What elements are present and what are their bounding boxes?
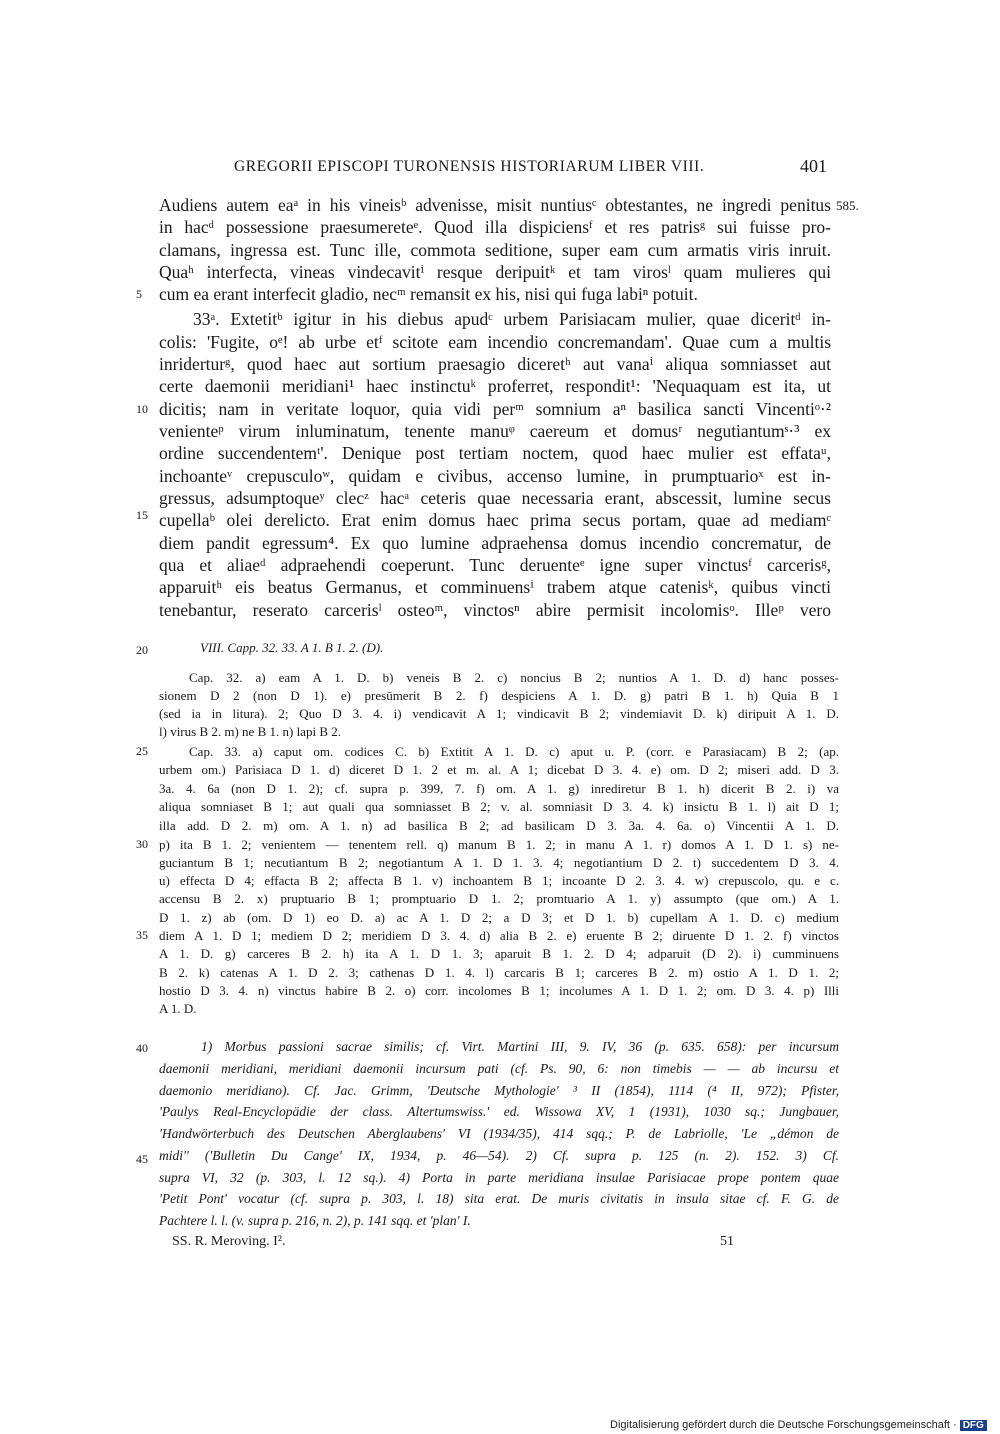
dfg-logo: DFG (960, 1420, 987, 1431)
sheet-number: 51 (720, 1234, 734, 1249)
body-line: colis: 'Fugite, oᵉ! ab urbe etᶠ scitote eam incendio concremandam'. Quae cum a multis (159, 332, 831, 352)
apparatus-line: u) effecta D 4; effacta B 2; affecta B 1. v) inchoantem B 1; incoante D 2. 3. 4. w) crepuscolo, qu. e c. (159, 873, 839, 888)
body-line: cupellaᵇ olei derelicto. Erat enim domus haec prima secus portam, quae ad mediamᶜ (159, 510, 831, 530)
body-line: in hacᵈ possessione praesumereteᵉ. Quod illa dispiciensᶠ et res patrisᵍ sui fuisse pro- (159, 217, 831, 237)
body-line: qua et aliaeᵈ adpraehendi coeperunt. Tunc deruenteᵉ igne super vinctusᶠ carcerisᵍ, (159, 555, 831, 575)
apparatus-line: D 1. z) ab (om. D 1) eo D. a) ac A 1. D 2; a D 3; et D 1. b) cupellam A 1. D. c) medium (159, 910, 839, 925)
body-line: cum ea erant interfecit gladio, necᵐ remansit ex his, nisi qui fuga labiⁿ potuit. (159, 284, 698, 304)
note-line: Pachtere l. l. (v. supra p. 216, n. 2), p. 141 sqq. et 'plan' I. (159, 1213, 471, 1228)
body-line: gressus, adsumptoqueʸ clecᶻ hacᵃ ceteris quae necessaria erant, abscessit, lumine secus (159, 488, 831, 508)
body-line: inriderturᵍ, quod haec aut sortium praesagio diceretʰ aut vanaⁱ aliqua somniasset aut (159, 354, 831, 374)
body-line: inchoanteᵛ crepusculoʷ, quidam e civibus, accenso lumine, in prumptuarioˣ est in- (159, 466, 831, 486)
body-line: Quaʰ interfecta, vineas vindecavitⁱ resque deripuitᵏ et tam virosˡ quam mulieres qui (159, 262, 831, 282)
body-line: apparuitʰ eis beatus Germanus, et comminuensⁱ trabem atque catenisᵏ, quibus vincti (159, 577, 831, 597)
note-line: 'Handwörterbuch des Deutschen Aberglaubens' VI (1934/35), 414 sqq.; P. de Labriolle, 'Le „démon de (159, 1126, 839, 1141)
note-line: supra VI, 32 (p. 303, l. 12 sq.). 4) Porta in parte meridiana insulae Parisiacae prope pontem quae (159, 1170, 839, 1185)
apparatus-line: urbem om.) Parisiaca D 1. d) diceret D 1. 2 et m. al. A 1; dicebat D 3. 4. e) om. D 2; miseri add. D 3. (159, 762, 839, 777)
page-number: 401 (800, 156, 827, 176)
line-number: 10 (136, 402, 148, 416)
note-line: 'Petit Pont' vocatur (cf. supra p. 303, l. 18) sita erat. De muris civitatis in insula sitae cf. F. G. de (159, 1191, 839, 1206)
body-line: diem pandit egressum⁴. Ex quo lumine adpraehensa domus incendio concrematur, de (159, 533, 831, 553)
apparatus-line: Cap. 33. a) caput om. codices C. b) Extitit A 1. D. c) aput u. P. (corr. e Parasiacam) B 2; (ap. (189, 744, 839, 759)
margin-year: 585. (836, 198, 859, 213)
note-line: 1) Morbus passioni sacrae similis; cf. Virt. Martini III, 9. IV, 36 (p. 635. 658): per incursum (201, 1039, 839, 1054)
body-line: Audiens autem eaᵃ in his vineisᵇ advenisse, misit nuntiusᶜ obtestantes, ne ingredi penitus (159, 195, 831, 215)
apparatus-line: illa add. D 2. m) om. A 1. n) ad basilica B 2; ad basilicam D 3. 3a. 4. 6a. o) Vincentii A 1. D. (159, 818, 839, 833)
apparatus-line: A 1. D. (159, 1001, 197, 1016)
line-number: 35 (136, 928, 148, 942)
body-line: ordine succendentemᵗ'. Denique post tertiam noctem, quod haec mulier est effataᵘ, (159, 443, 831, 463)
apparatus-line: guciantum B 1; necutiantum B 2; negotiantum A 1. D 1. 3. 4; negotiantium D 2. t) succedentem D 3. 4. (159, 855, 839, 870)
apparatus-line: accensu B 2. x) pruptuario B 1; promptuario D 1. 2; promtuario A 1. y) assumpto (que om.) A 1. (159, 891, 839, 906)
running-title: GREGORII EPISCOPI TURONENSIS HISTORIARUM LIBER VIII. (234, 158, 705, 175)
apparatus-line: Cap. 32. a) eam A 1. D. b) veneis B 2. c) noncius B 2; nuntios A 1. D. d) hanc posses- (189, 670, 839, 685)
body-line: venienteᵖ virum inluminatum, tenente manuᵠ caereum et domusʳ negutiantumˢ·³ ex (159, 421, 831, 441)
line-number: 5 (136, 287, 142, 301)
line-number: 20 (136, 643, 148, 657)
apparatus-line: diem A 1. D 1; mediem D 2; meridiem D 3. 4. d) alia B 2. e) eruente B 2; diruente D 1. 2. f) vinctos (159, 928, 839, 943)
body-line: clamans, ingressa est. Tunc ille, commota seditione, super eam cum armatis viris inruit. (159, 240, 831, 260)
note-line: 'Paulys Real-Encyclopädie der class. Altertumswiss.' ed. Wissowa XV, 1 (1931), 1030 sq.; Jungbauer, (159, 1104, 839, 1119)
note-line: daemonio meridiano). Cf. Jac. Grimm, 'Deutsche Mythologie' ³ II (1854), 1114 (⁴ II, 972); Pfister, (159, 1083, 839, 1098)
body-line: dicitis; nam in veritate loquor, quia vidi perᵐ somnium aⁿ basilica sancti Vincentiᵒ·² (159, 399, 831, 419)
body-line: tenebantur, reserato carcerisˡ osteoᵐ, vinctosⁿ abire permisit incolomisᵒ. Illeᵖ vero (159, 600, 831, 620)
credit-text: Digitalisierung gefördert durch die Deutsche Forschungsgemeinschaft · (610, 1419, 957, 1431)
apparatus-line: A 1. D. g) carceres B 2. h) ita A 1. D 1. 3; aparuit B 1. 2. D 4; adparuit (D 2). i) cumminuens (159, 946, 839, 961)
apparatus-line: 3a. 4. 6a (non D 1. 2); cf. supra p. 399, 7. f) om. A 1. g) inrediretur B 1. h) dicerit B 2. i) va (159, 781, 839, 796)
note-line: midi'' ('Bulletin Du Cange' IX, 1934, p. 46—54). 2) Cf. supra p. 125 (n. 2). 152. 3) Cf. (159, 1148, 839, 1163)
line-number: 40 (136, 1041, 148, 1055)
editorial-note: VIII. Capp. 32. 33. A 1. B 1. 2. (D). (200, 640, 384, 655)
line-number: 15 (136, 508, 148, 522)
apparatus-line: B 2. k) catenas A 1. D 2. 3; cathenas D 1. 4. l) carcaris B 1; carceres B 2. m) ostio A 1. D 1. 2; (159, 965, 839, 980)
apparatus-line: (sed ia in litura). 2; Quo D 3. 4. i) vendicavit A 1; vindicavit B 2; vindemiavit D. k) diripuit A 1. D. (159, 706, 839, 721)
line-number: 30 (136, 837, 148, 851)
line-number: 45 (136, 1152, 148, 1166)
apparatus-line: hostio D 3. 4. n) vinctus habire B 2. o) corr. incolomes B 1; incolumes A 1. D 1. 2; om. D 3. 4. p) Illi (159, 983, 839, 998)
apparatus-line: aliqua somniaset B 1; aut quali qua somniasset B 2; v. al. somniasit D 3. 4. k) insictu B 1. l) ait D 1; (159, 799, 839, 814)
body-line: 33ᵃ. Extetitᵇ igitur in his diebus apudᶜ urbem Parisiacam mulier, quae diceritᵈ in- (193, 309, 831, 329)
signature-mark: SS. R. Meroving. I². (172, 1234, 286, 1249)
body-line: certe daemonii meridiani¹ haec instinctuᵏ proferret, respondit¹: 'Nequaquam est ita, ut (159, 376, 831, 396)
line-number: 25 (136, 744, 148, 758)
digitization-credit (610, 1419, 987, 1431)
apparatus-line: l) virus B 2. m) ne B 1. n) lapi B 2. (159, 724, 341, 739)
note-line: daemonii meridiani, meridiani daemonii incursum pati (cf. Ps. 90, 6: non timebis — — ab incursu et (159, 1061, 839, 1076)
apparatus-line: sionem D 2 (non D 1). e) presūmerit B 2. f) despiciens A 1. D. g) patri B 1. h) Quia B 1 (159, 688, 839, 703)
apparatus-line: p) ita B 1. 2; venientem — tenentem rell. q) manum B 1. 2; in manu A 1. r) domos A 1. D 1. s) ne- (159, 837, 839, 852)
